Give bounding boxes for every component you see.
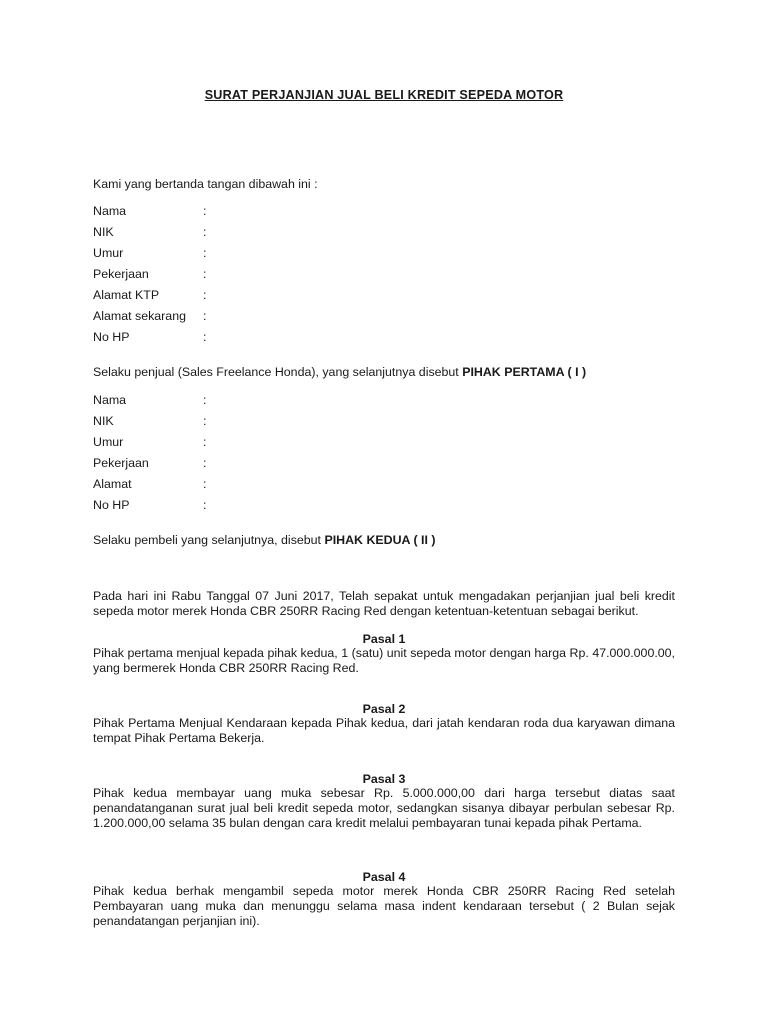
party2-field-no-hp: No HP : — [93, 498, 207, 512]
party1-role-label: PIHAK PERTAMA ( I ) — [462, 365, 587, 379]
party2-role-label: PIHAK KEDUA ( II ) — [324, 533, 436, 547]
party1-field-no-hp: No HP : — [93, 330, 207, 344]
pasal-3-title: Pasal 3 — [362, 772, 406, 786]
party1-field-pekerjaan: Pekerjaan : — [93, 267, 207, 281]
party2-field-nama: Nama : — [93, 393, 207, 407]
pasal-4-text: Pihak kedua berhak mengambil sepeda motor merek Honda CBR 250RR Racing Red setelah Pembayaran uang muka dan menunggu selama masa indent kendaraan tersebut ( 2 Bulan sejak penandatangan perjanjian ini). — [93, 884, 675, 929]
agreement-paragraph: Pada hari ini Rabu Tanggal 07 Juni 2017, Telah sepakat untuk mengadakan perjanjian jual beli kredit sepeda motor merek Honda CBR 250RR Racing Red dengan ketentuan-ketentuan sebagai berikut. — [93, 589, 675, 619]
pasal-2-title: Pasal 2 — [362, 702, 406, 716]
party1-field-nama: Nama : — [93, 204, 207, 218]
party2-field-nik: NIK : — [93, 414, 207, 428]
pasal-2-text: Pihak Pertama Menjual Kendaraan kepada Pihak kedua, dari jatah kendaran roda dua karyawan dimana tempat Pihak Pertama Bekerja. — [93, 716, 675, 746]
party2-field-alamat: Alamat : — [93, 477, 207, 491]
party1-field-umur: Umur : — [93, 246, 207, 260]
document-title: SURAT PERJANJIAN JUAL BELI KREDIT SEPEDA MOTOR — [204, 88, 564, 102]
pasal-3-text: Pihak kedua membayar uang muka sebesar Rp. 5.000.000,00 dari harga tersebut diatas saat penandatanganan surat jual beli kredit sepeda motor, sedangkan sisanya dibayar perbulan sebesar Rp. 1.200.000,00 selama 35 bulan dengan cara kredit melalui pembayaran tunai kepada pihak Pertama. — [93, 786, 675, 831]
pasal-1-title: Pasal 1 — [362, 632, 406, 646]
intro-text: Kami yang bertanda tangan dibawah ini : — [93, 177, 318, 191]
party2-field-pekerjaan: Pekerjaan : — [93, 456, 207, 470]
party1-field-alamat-sekarang: Alamat sekarang : — [93, 309, 207, 323]
pasal-1-text: Pihak pertama menjual kepada pihak kedua, 1 (satu) unit sepeda motor dengan harga Rp. 47.000.000.00, yang bermerek Honda CBR 250RR Racing Red. — [93, 646, 675, 676]
party2-field-umur: Umur : — [93, 435, 207, 449]
pasal-4-title: Pasal 4 — [362, 870, 406, 884]
party1-role: Selaku penjual (Sales Freelance Honda), yang selanjutnya disebut PIHAK PERTAMA ( I ) — [93, 365, 587, 379]
party1-field-nik: NIK : — [93, 225, 207, 239]
party2-role: Selaku pembeli yang selanjutnya, disebut PIHAK KEDUA ( II ) — [93, 533, 436, 547]
party1-field-alamat-ktp: Alamat KTP : — [93, 288, 207, 302]
